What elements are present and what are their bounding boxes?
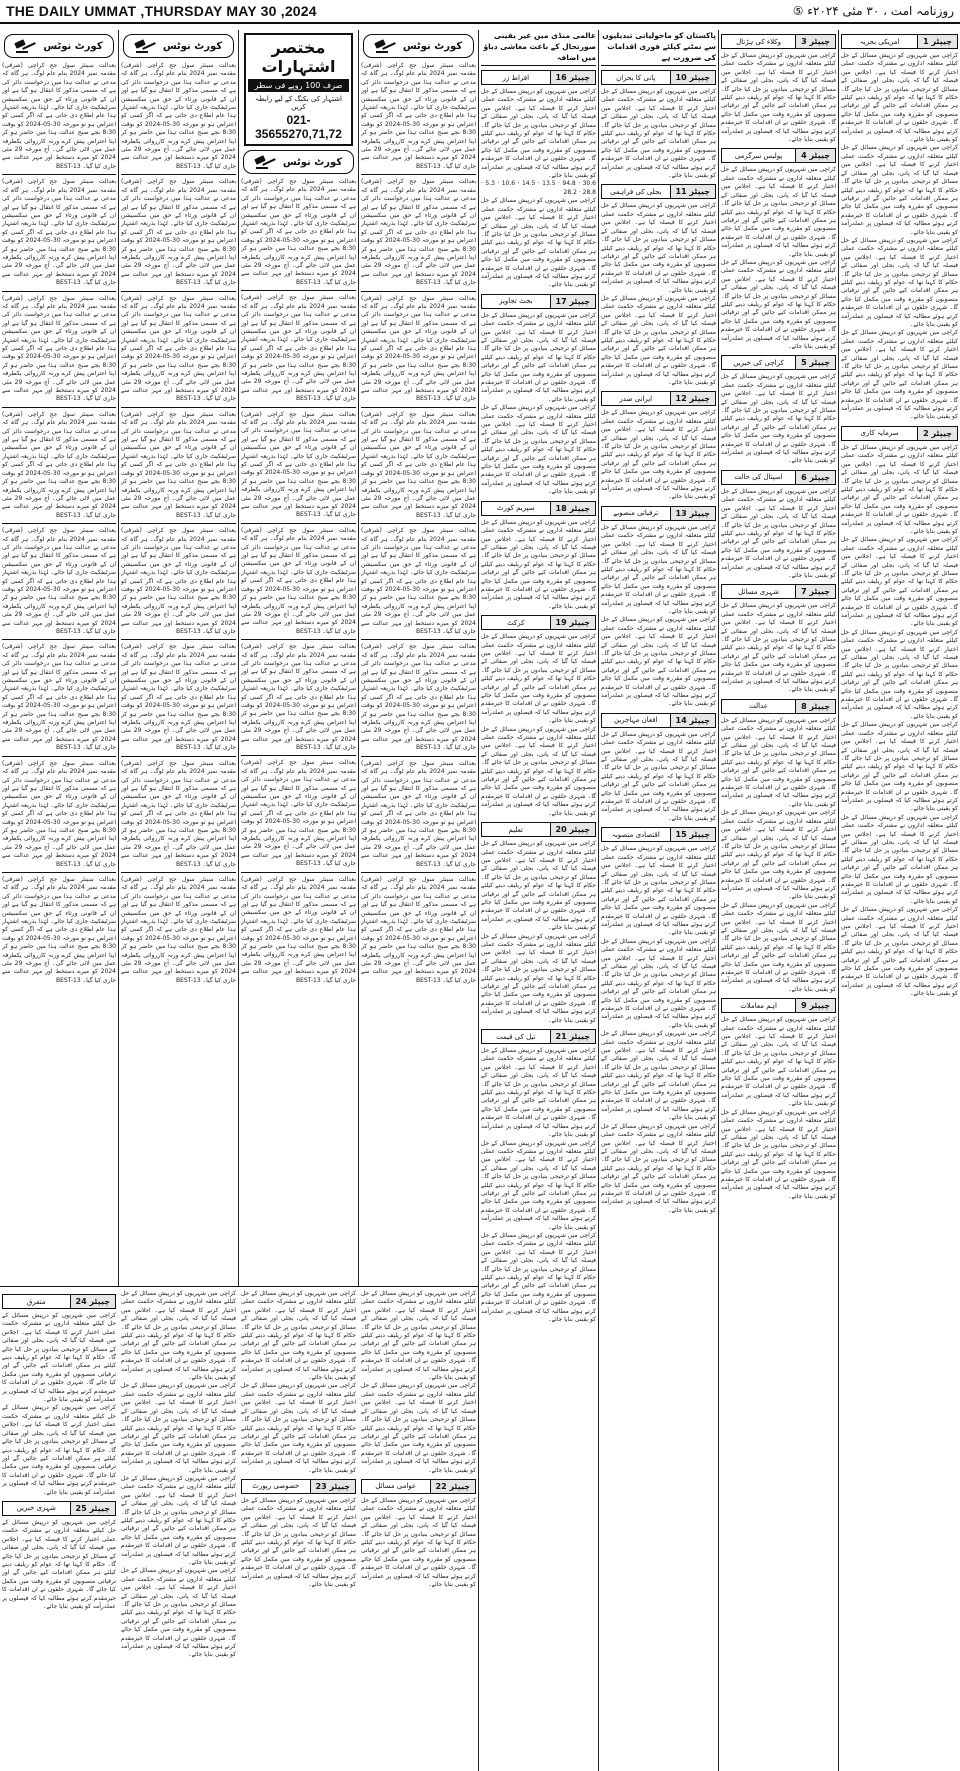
bottom-section-4: کراچی میں شہریوں کو درپیش مسائل کے حل کیلئے متعلقہ اداروں نے مشترکہ حکمت عملی اختیار کرنے کا فیصلہ کیا ہے۔ اجلاس میں فیصلہ کیا گیا کہ پانی، بجلی اور صفائی کے مسائل کو ترجیحی بنیادوں پر حل کیا جائے گا۔ حکام کا کہنا تھا کہ عوام کو ریلیف دینے کیلئے ہر ممکن اقدامات کیے جائیں گے اور ترقیاتی منصوبوں کو مقررہ وقت میں مکمل کیا جائے گا۔ شہری حلقوں نے ان اقدامات کا خیرمقدم کرتے ہوئے مطالبہ کیا کہ فیصلوں پر عملدرآمد کو یقینی بنایا جائے۔ کراچی میں شہریوں کو درپیش مسائل کے حل کیلئے متعلقہ اداروں نے مشترکہ حکمت عملی اختیار کرنے کا فیصلہ کیا ہے۔ اجلاس میں فیصلہ کیا گیا کہ پانی، بجلی اور صفائی کے مسائل کو ترجیحی بنیادوں پر حل کیا جائے گا۔ حکام کا کہنا تھا کہ عوام کو ریلیف دینے کیلئے ہر ممکن اقدامات کیے جائیں گے اور ترقیاتی منصوبوں کو مقررہ وقت میں مکمل کیا جائے گا۔ شہری حلقوں نے ان اقدامات کا خیرمقدم کرتے ہوئے مطالبہ کیا کہ فیصلوں پر عملدرآمد کو یقینی بنایا جائے۔ چیپٹر 22 عوامی مسائل کراچی میں شہریوں کو درپیش مسائل کے حل کیلئے متعلقہ اداروں نے مشترکہ حکمت عملی اختیار کرنے کا فیصلہ کیا ہے۔ اجلاس میں فیصلہ کیا گیا کہ پانی، بجلی اور صفائی کے مسائل کو ترجیحی بنیادوں پر حل کیا جائے گا۔ حکام کا کہنا تھا کہ عوام کو ریلیف دینے کیلئے ہر ممکن اقدامات کیے جائیں گے اور ترقیاتی منصوبوں کو مقررہ وقت میں مکمل کیا جائے گا۔ شہری حلقوں نے ان اقدامات کا خیرمقدم کرتے ہوئے مطالبہ کیا کہ فیصلوں پر عملدرآمد کو یقینی بنایا جائے۔ — [361, 1290, 476, 1588]
section-header: چیپٹر 9 اہم معاملات — [721, 998, 836, 1013]
ad-contact: اشتہار کی بکنگ کے لیے رابطہ کریں — [255, 95, 342, 111]
court-notice-text: بعدالت سینئر سول جج کراچی (شرقی) مقدمہ نمبر 2024 بنام عام لوگ۔ ہر گاہ کہ مدعی نے عدالت ہذا میں درخواست دائر کی ہے کہ مسمی مذکور کا انتقال ہو گیا ہے اور ان کے قانونی ورثاء کے حق میں سکسیشن سرٹیفکیٹ جاری کیا جائے۔ لہٰذا بذریعہ اشتہار ہذا عام اطلاع دی جاتی ہے کہ اگر کسی کو اعتراض ہو تو مورخہ 30-05-2024 کو بوقت 8:30 بجے صبح عدالت ہذا میں حاضر ہو کر اپنا اعتراض پیش کرے ورنہ کارروائی یکطرفہ عمل میں لائی جائے گی۔ آج مورخہ 29 مئی 2024 کو میرے دستخط اور مہر عدالت سے جاری کیا گیا۔ BEST-13 — [121, 178, 236, 287]
classified-ad-box — [244, 33, 353, 146]
section-header: چیپٹر 18 سپریم کورٹ — [481, 501, 596, 516]
section-header: چیپٹر 16 افراط زر — [481, 70, 596, 85]
court-notice-text: بعدالت سینئر سول جج کراچی (شرقی) مقدمہ نمبر 2024 بنام عام لوگ۔ ہر گاہ کہ مدعی نے عدالت ہذا میں درخواست دائر کی ہے کہ مسمی مذکور کا انتقال ہو گیا ہے اور ان کے قانونی ورثاء کے حق میں سکسیشن سرٹیفکیٹ جاری کیا جائے۔ لہٰذا بذریعہ اشتہار ہذا عام اطلاع دی جاتی ہے کہ اگر کسی کو اعتراض ہو تو مورخہ 30-05-2024 کو بوقت 8:30 بجے صبح عدالت ہذا میں حاضر ہو کر اپنا اعتراض پیش کرے ورنہ کارروائی یکطرفہ عمل میں لائی جائے گی۔ آج مورخہ 29 مئی 2024 کو میرے دستخط اور مہر عدالت سے جاری کیا گیا۔ BEST-13 — [2, 527, 116, 635]
section-rule — [0, 1286, 478, 1287]
section-header: چیپٹر 10 پانی کا بحران — [601, 70, 716, 85]
section-header: چیپٹر 22 عوامی مسائل — [361, 1479, 476, 1494]
ad-title: مختصر اشتہارات — [261, 38, 336, 76]
section-header: چیپٹر 17 بجٹ تجاویز — [481, 294, 596, 309]
court-notice-text: بعدالت سینئر سول جج کراچی (شرقی) مقدمہ نمبر 2024 بنام عام لوگ۔ ہر گاہ کہ مدعی نے عدالت ہذا میں درخواست دائر کی ہے کہ مسمی مذکور کا انتقال ہو گیا ہے اور ان کے قانونی ورثاء کے حق میں سکسیشن سرٹیفکیٹ جاری کیا جائے۔ لہٰذا بذریعہ اشتہار ہذا عام اطلاع دی جاتی ہے کہ اگر کسی کو اعتراض ہو تو مورخہ 30-05-2024 کو بوقت 8:30 بجے صبح عدالت ہذا میں حاضر ہو کر اپنا اعتراض پیش کرے ورنہ کارروائی یکطرفہ عمل میں لائی جائے گی۔ آج مورخہ 29 مئی 2024 کو میرے دستخط اور مہر عدالت سے جاری کیا گیا۔ BEST-13 — [121, 62, 236, 170]
section-header: چیپٹر 12 ایرانی صدر — [601, 391, 716, 406]
court-notice-text: بعدالت سینئر سول جج کراچی (شرقی) مقدمہ نمبر 2024 بنام عام لوگ۔ ہر گاہ کہ مدعی نے عدالت ہذا میں درخواست دائر کی ہے کہ مسمی مذکور کا انتقال ہو گیا ہے اور ان کے قانونی ورثاء کے حق میں سکسیشن سرٹیفکیٹ جاری کیا جائے۔ لہٰذا بذریعہ اشتہار ہذا عام اطلاع دی جاتی ہے کہ اگر کسی کو اعتراض ہو تو مورخہ 30-05-2024 کو بوقت 8:30 بجے صبح عدالت ہذا میں حاضر ہو کر اپنا اعتراض پیش کرے ورنہ کارروائی یکطرفہ عمل میں لائی جائے گی۔ آج مورخہ 29 مئی 2024 کو میرے دستخط اور مہر عدالت سے جاری کیا گیا۔ BEST-13 — [2, 643, 116, 752]
court-notice-banner: کورٹ نوٹس — [123, 34, 234, 58]
court-notice-text: بعدالت سینئر سول جج کراچی (شرقی) مقدمہ نمبر 2024 بنام عام لوگ۔ ہر گاہ کہ مدعی نے عدالت ہذا میں درخواست دائر کی ہے کہ مسمی مذکور کا انتقال ہو گیا ہے اور ان کے قانونی ورثاء کے حق میں سکسیشن سرٹیفکیٹ جاری کیا جائے۔ لہٰذا بذریعہ اشتہار ہذا عام اطلاع دی جاتی ہے کہ اگر کسی کو اعتراض ہو تو مورخہ 30-05-2024 کو بوقت 8:30 بجے صبح عدالت ہذا میں حاضر ہو کر اپنا اعتراض پیش کرے ورنہ کارروائی یکطرفہ عمل میں لائی جائے گی۔ آج مورخہ 29 مئی 2024 کو میرے دستخط اور مہر عدالت سے جاری کیا گیا۔ BEST-13 — [121, 643, 236, 752]
news-column-6: پاکستان کو ماحولیاتی تبدیلیوں سے نمٹنے کیلئے فوری اقدامات کی ضرورت ہے چیپٹر 10 پانی کا بحران کراچی میں شہریوں کو درپیش مسائل کے حل کیلئے متعلقہ اداروں نے مشترکہ حکمت عملی اختیار کرنے کا فیصلہ کیا ہے۔ اجلاس میں فیصلہ کیا گیا کہ پانی، بجلی اور صفائی کے مسائل کو ترجیحی بنیادوں پر حل کیا جائے گا۔ حکام کا کہنا تھا کہ عوام کو ریلیف دینے کیلئے ہر ممکن اقدامات کیے جائیں گے اور ترقیاتی منصوبوں کو مقررہ وقت میں مکمل کیا جائے گا۔ شہری حلقوں نے ان اقدامات کا خیرمقدم کرتے ہوئے مطالبہ کیا کہ فیصلوں پر عملدرآمد کو یقینی بنایا جائے۔ چیپٹر 11 بجلی کی فراہمی کراچی میں شہریوں کو درپیش مسائل کے حل کیلئے متعلقہ اداروں نے مشترکہ حکمت عملی اختیار کرنے کا فیصلہ کیا ہے۔ اجلاس میں فیصلہ کیا گیا کہ پانی، بجلی اور صفائی کے مسائل کو ترجیحی بنیادوں پر حل کیا جائے گا۔ حکام کا کہنا تھا کہ عوام کو ریلیف دینے کیلئے ہر ممکن اقدامات کیے جائیں گے اور ترقیاتی منصوبوں کو مقررہ وقت میں مکمل کیا جائے گا۔ شہری حلقوں نے ان اقدامات کا خیرمقدم کرتے ہوئے مطالبہ کیا کہ فیصلوں پر عملدرآمد کو یقینی بنایا جائے۔ کراچی میں شہریوں کو درپیش مسائل کے حل کیلئے متعلقہ اداروں نے مشترکہ حکمت عملی اختیار کرنے کا فیصلہ کیا ہے۔ اجلاس میں فیصلہ کیا گیا کہ پانی، بجلی اور صفائی کے مسائل کو ترجیحی بنیادوں پر حل کیا جائے گا۔ حکام کا کہنا تھا کہ عوام کو ریلیف دینے کیلئے ہر ممکن اقدامات کیے جائیں گے اور ترقیاتی منصوبوں کو مقررہ وقت میں مکمل کیا جائے گا۔ شہری حلقوں نے ان اقدامات کا خیرمقدم کرتے ہوئے مطالبہ کیا کہ فیصلوں پر عملدرآمد کو یقینی بنایا جائے۔ چیپٹر 12 ایرانی صدر کراچی میں شہریوں کو درپیش مسائل کے حل کیلئے متعلقہ اداروں نے مشترکہ حکمت عملی اختیار کرنے کا فیصلہ کیا ہے۔ اجلاس میں فیصلہ کیا گیا کہ پانی، بجلی اور صفائی کے مسائل کو ترجیحی بنیادوں پر حل کیا جائے گا۔ حکام کا کہنا تھا کہ عوام کو ریلیف دینے کیلئے ہر ممکن اقدامات کیے جائیں گے اور ترقیاتی منصوبوں کو مقررہ وقت میں مکمل کیا جائے گا۔ شہری حلقوں نے ان اقدامات کا خیرمقدم کرتے ہوئے مطالبہ کیا کہ فیصلوں پر عملدرآمد کو یقینی بنایا جائے۔ چیپٹر 13 ترقیاتی منصوبے کراچی میں شہریوں کو درپیش مسائل کے حل کیلئے متعلقہ اداروں نے مشترکہ حکمت عملی اختیار کرنے کا فیصلہ کیا ہے۔ اجلاس میں فیصلہ کیا گیا کہ پانی، بجلی اور صفائی کے مسائل کو ترجیحی بنیادوں پر حل کیا جائے گا۔ حکام کا کہنا تھا کہ عوام کو ریلیف دینے کیلئے ہر ممکن اقدامات کیے جائیں گے اور ترقیاتی منصوبوں کو مقررہ وقت میں مکمل کیا جائے گا۔ شہری حلقوں نے ان اقدامات کا خیرمقدم کرتے ہوئے مطالبہ کیا کہ فیصلوں پر عملدرآمد کو یقینی بنایا جائے۔ کراچی میں شہریوں کو درپیش مسائل کے حل کیلئے متعلقہ اداروں نے مشترکہ حکمت عملی اختیار کرنے کا فیصلہ کیا ہے۔ اجلاس میں فیصلہ کیا گیا کہ پانی، بجلی اور صفائی کے مسائل کو ترجیحی بنیادوں پر حل کیا جائے گا۔ حکام کا کہنا تھا کہ عوام کو ریلیف دینے کیلئے ہر ممکن اقدامات کیے جائیں گے اور ترقیاتی منصوبوں کو مقررہ وقت میں مکمل کیا جائے گا۔ شہری حلقوں نے ان اقدامات کا خیرمقدم کرتے ہوئے مطالبہ کیا کہ فیصلوں پر عملدرآمد کو یقینی بنایا جائے۔ چیپٹر 14 افغان مہاجرین کراچی میں شہریوں کو درپیش مسائل کے حل کیلئے متعلقہ اداروں نے مشترکہ حکمت عملی اختیار کرنے کا فیصلہ کیا ہے۔ اجلاس میں فیصلہ کیا گیا کہ پانی، بجلی اور صفائی کے مسائل کو ترجیحی بنیادوں پر حل کیا جائے گا۔ حکام کا کہنا تھا کہ عوام کو ریلیف دینے کیلئے ہر ممکن اقدامات کیے جائیں گے اور ترقیاتی منصوبوں کو مقررہ وقت میں مکمل کیا جائے گا۔ شہری حلقوں نے ان اقدامات کا خیرمقدم کرتے ہوئے مطالبہ کیا کہ فیصلوں پر عملدرآمد کو یقینی بنایا جائے۔ چیپٹر 15 اقتصادی منصوبہ کراچی میں شہریوں کو درپیش مسائل کے حل کیلئے متعلقہ اداروں نے مشترکہ حکمت عملی اختیار کرنے کا فیصلہ کیا ہے۔ اجلاس میں فیصلہ کیا گیا کہ پانی، بجلی اور صفائی کے مسائل کو ترجیحی بنیادوں پر حل کیا جائے گا۔ حکام کا کہنا تھا کہ عوام کو ریلیف دینے کیلئے ہر ممکن اقدامات کیے جائیں گے اور ترقیاتی منصوبوں کو مقررہ وقت میں مکمل کیا جائے گا۔ شہری حلقوں نے ان اقدامات کا خیرمقدم کرتے ہوئے مطالبہ کیا کہ فیصلوں پر عملدرآمد کو یقینی بنایا جائے۔ کراچی میں شہریوں کو درپیش مسائل کے حل کیلئے متعلقہ اداروں نے مشترکہ حکمت عملی اختیار کرنے کا فیصلہ کیا ہے۔ اجلاس میں فیصلہ کیا گیا کہ پانی، بجلی اور صفائی کے مسائل کو ترجیحی بنیادوں پر حل کیا جائے گا۔ حکام کا کہنا تھا کہ عوام کو ریلیف دینے کیلئے ہر ممکن اقدامات کیے جائیں گے اور ترقیاتی منصوبوں کو مقررہ وقت میں مکمل کیا جائے گا۔ شہری حلقوں نے ان اقدامات کا خیرمقدم کرتے ہوئے مطالبہ کیا کہ فیصلوں پر عملدرآمد کو یقینی بنایا جائے۔ کراچی میں شہریوں کو درپیش مسائل کے حل کیلئے متعلقہ اداروں نے مشترکہ حکمت عملی اختیار کرنے کا فیصلہ کیا ہے۔ اجلاس میں فیصلہ کیا گیا کہ پانی، بجلی اور صفائی کے مسائل کو ترجیحی بنیادوں پر حل کیا جائے گا۔ حکام کا کہنا تھا کہ عوام کو ریلیف دینے کیلئے ہر ممکن اقدامات کیے جائیں گے اور ترقیاتی منصوبوں کو مقررہ وقت میں مکمل کیا جائے گا۔ شہری حلقوں نے ان اقدامات کا خیرمقدم کرتے ہوئے مطالبہ کیا کہ فیصلوں پر عملدرآمد کو یقینی بنایا جائے۔ کراچی میں شہریوں کو درپیش مسائل کے حل کیلئے متعلقہ اداروں نے مشترکہ حکمت عملی اختیار کرنے کا فیصلہ کیا ہے۔ اجلاس میں فیصلہ کیا گیا کہ پانی، بجلی اور صفائی کے مسائل کو ترجیحی بنیادوں پر حل کیا جائے گا۔ حکام کا کہنا تھا کہ عوام کو ریلیف دینے کیلئے ہر ممکن اقدامات کیے جائیں گے اور ترقیاتی منصوبوں کو مقررہ وقت میں مکمل کیا جائے گا۔ شہری حلقوں نے ان اقدامات کا خیرمقدم کرتے ہوئے مطالبہ کیا کہ فیصلوں پر عملدرآمد کو یقینی بنایا جائے۔ — [601, 31, 716, 1214]
court-notice-text: بعدالت سینئر سول جج کراچی (شرقی) مقدمہ نمبر 2024 بنام عام لوگ۔ ہر گاہ کہ مدعی نے عدالت ہذا میں درخواست دائر کی ہے کہ مسمی مذکور کا انتقال ہو گیا ہے اور ان کے قانونی ورثاء کے حق میں سکسیشن سرٹیفکیٹ جاری کیا جائے۔ لہٰذا بذریعہ اشتہار ہذا عام اطلاع دی جاتی ہے کہ اگر کسی کو اعتراض ہو تو مورخہ 30-05-2024 کو بوقت 8:30 بجے صبح عدالت ہذا میں حاضر ہو کر اپنا اعتراض پیش کرے ورنہ کارروائی یکطرفہ عمل میں لائی جائے گی۔ آج مورخہ 29 مئی 2024 کو میرے دستخط اور مہر عدالت سے جاری کیا گیا۔ BEST-13 — [121, 527, 236, 635]
court-notice-text: بعدالت سینئر سول جج کراچی (شرقی) مقدمہ نمبر 2024 بنام عام لوگ۔ ہر گاہ کہ مدعی نے عدالت ہذا میں درخواست دائر کی ہے کہ مسمی مذکور کا انتقال ہو گیا ہے اور ان کے قانونی ورثاء کے حق میں سکسیشن سرٹیفکیٹ جاری کیا جائے۔ لہٰذا بذریعہ اشتہار ہذا عام اطلاع دی جاتی ہے کہ اگر کسی کو اعتراض ہو تو مورخہ 30-05-2024 کو بوقت 8:30 بجے صبح عدالت ہذا میں حاضر ہو کر اپنا اعتراض پیش کرے ورنہ کارروائی یکطرفہ عمل میں لائی جائے گی۔ آج مورخہ 29 مئی 2024 کو میرے دستخط اور مہر عدالت سے جاری کیا گیا۔ BEST-13 — [241, 294, 356, 403]
section-header: چیپٹر 4 پولیس سرگرمی — [721, 148, 836, 163]
ad-phone: 021-35655270,71,72 — [255, 113, 342, 141]
court-notices-column-4 — [361, 30, 476, 1284]
classified-column — [241, 30, 356, 1284]
section-header: چیپٹر 19 کرکٹ — [481, 615, 596, 630]
court-notice-text: بعدالت سینئر سول جج کراچی (شرقی) مقدمہ نمبر 2024 بنام عام لوگ۔ ہر گاہ کہ مدعی نے عدالت ہذا میں درخواست دائر کی ہے کہ مسمی مذکور کا انتقال ہو گیا ہے اور ان کے قانونی ورثاء کے حق میں سکسیشن سرٹیفکیٹ جاری کیا جائے۔ لہٰذا بذریعہ اشتہار ہذا عام اطلاع دی جاتی ہے کہ اگر کسی کو اعتراض ہو تو مورخہ 30-05-2024 کو بوقت 8:30 بجے صبح عدالت ہذا میں حاضر ہو کر اپنا اعتراض پیش کرے ورنہ کارروائی یکطرفہ عمل میں لائی جائے گی۔ آج مورخہ 29 مئی 2024 کو میرے دستخط اور مہر عدالت سے جاری کیا گیا۔ BEST-13 — [361, 875, 476, 984]
court-notices-column-1 — [2, 30, 116, 1284]
bottom-section-1: چیپٹر 24 متفرق کراچی میں شہریوں کو درپیش مسائل کے حل کیلئے متعلقہ اداروں نے مشترکہ حکمت عملی اختیار کرنے کا فیصلہ کیا ہے۔ اجلاس میں فیصلہ کیا گیا کہ پانی، بجلی اور صفائی کے مسائل کو ترجیحی بنیادوں پر حل کیا جائے گا۔ حکام کا کہنا تھا کہ عوام کو ریلیف دینے کیلئے ہر ممکن اقدامات کیے جائیں گے اور ترقیاتی منصوبوں کو مقررہ وقت میں مکمل کیا جائے گا۔ شہری حلقوں نے ان اقدامات کا خیرمقدم کرتے ہوئے مطالبہ کیا کہ فیصلوں پر عملدرآمد کو یقینی بنایا جائے۔ کراچی میں شہریوں کو درپیش مسائل کے حل کیلئے متعلقہ اداروں نے مشترکہ حکمت عملی اختیار کرنے کا فیصلہ کیا ہے۔ اجلاس میں فیصلہ کیا گیا کہ پانی، بجلی اور صفائی کے مسائل کو ترجیحی بنیادوں پر حل کیا جائے گا۔ حکام کا کہنا تھا کہ عوام کو ریلیف دینے کیلئے ہر ممکن اقدامات کیے جائیں گے اور ترقیاتی منصوبوں کو مقررہ وقت میں مکمل کیا جائے گا۔ شہری حلقوں نے ان اقدامات کا خیرمقدم کرتے ہوئے مطالبہ کیا کہ فیصلوں پر عملدرآمد کو یقینی بنایا جائے۔ چیپٹر 25 شہری خبریں کراچی میں شہریوں کو درپیش مسائل کے حل کیلئے متعلقہ اداروں نے مشترکہ حکمت عملی اختیار کرنے کا فیصلہ کیا ہے۔ اجلاس میں فیصلہ کیا گیا کہ پانی، بجلی اور صفائی کے مسائل کو ترجیحی بنیادوں پر حل کیا جائے گا۔ حکام کا کہنا تھا کہ عوام کو ریلیف دینے کیلئے ہر ممکن اقدامات کیے جائیں گے اور ترقیاتی منصوبوں کو مقررہ وقت میں مکمل کیا جائے گا۔ شہری حلقوں نے ان اقدامات کا خیرمقدم کرتے ہوئے مطالبہ کیا کہ فیصلوں پر عملدرآمد کو یقینی بنایا جائے۔ — [2, 1290, 116, 1768]
news-column-8: چیپٹر 1 امریکی بحریہ کراچی میں شہریوں کو درپیش مسائل کے حل کیلئے متعلقہ اداروں نے مشترکہ حکمت عملی اختیار کرنے کا فیصلہ کیا ہے۔ اجلاس میں فیصلہ کیا گیا کہ پانی، بجلی اور صفائی کے مسائل کو ترجیحی بنیادوں پر حل کیا جائے گا۔ حکام کا کہنا تھا کہ عوام کو ریلیف دینے کیلئے ہر ممکن اقدامات کیے جائیں گے اور ترقیاتی منصوبوں کو مقررہ وقت میں مکمل کیا جائے گا۔ شہری حلقوں نے ان اقدامات کا خیرمقدم کرتے ہوئے مطالبہ کیا کہ فیصلوں پر عملدرآمد کو یقینی بنایا جائے۔ کراچی میں شہریوں کو درپیش مسائل کے حل کیلئے متعلقہ اداروں نے مشترکہ حکمت عملی اختیار کرنے کا فیصلہ کیا ہے۔ اجلاس میں فیصلہ کیا گیا کہ پانی، بجلی اور صفائی کے مسائل کو ترجیحی بنیادوں پر حل کیا جائے گا۔ حکام کا کہنا تھا کہ عوام کو ریلیف دینے کیلئے ہر ممکن اقدامات کیے جائیں گے اور ترقیاتی منصوبوں کو مقررہ وقت میں مکمل کیا جائے گا۔ شہری حلقوں نے ان اقدامات کا خیرمقدم کرتے ہوئے مطالبہ کیا کہ فیصلوں پر عملدرآمد کو یقینی بنایا جائے۔ کراچی میں شہریوں کو درپیش مسائل کے حل کیلئے متعلقہ اداروں نے مشترکہ حکمت عملی اختیار کرنے کا فیصلہ کیا ہے۔ اجلاس میں فیصلہ کیا گیا کہ پانی، بجلی اور صفائی کے مسائل کو ترجیحی بنیادوں پر حل کیا جائے گا۔ حکام کا کہنا تھا کہ عوام کو ریلیف دینے کیلئے ہر ممکن اقدامات کیے جائیں گے اور ترقیاتی منصوبوں کو مقررہ وقت میں مکمل کیا جائے گا۔ شہری حلقوں نے ان اقدامات کا خیرمقدم کرتے ہوئے مطالبہ کیا کہ فیصلوں پر عملدرآمد کو یقینی بنایا جائے۔ کراچی میں شہریوں کو درپیش مسائل کے حل کیلئے متعلقہ اداروں نے مشترکہ حکمت عملی اختیار کرنے کا فیصلہ کیا ہے۔ اجلاس میں فیصلہ کیا گیا کہ پانی، بجلی اور صفائی کے مسائل کو ترجیحی بنیادوں پر حل کیا جائے گا۔ حکام کا کہنا تھا کہ عوام کو ریلیف دینے کیلئے ہر ممکن اقدامات کیے جائیں گے اور ترقیاتی منصوبوں کو مقررہ وقت میں مکمل کیا جائے گا۔ شہری حلقوں نے ان اقدامات کا خیرمقدم کرتے ہوئے مطالبہ کیا کہ فیصلوں پر عملدرآمد کو یقینی بنایا جائے۔ چیپٹر 2 سرمایہ کاری کراچی میں شہریوں کو درپیش مسائل کے حل کیلئے متعلقہ اداروں نے مشترکہ حکمت عملی اختیار کرنے کا فیصلہ کیا ہے۔ اجلاس میں فیصلہ کیا گیا کہ پانی، بجلی اور صفائی کے مسائل کو ترجیحی بنیادوں پر حل کیا جائے گا۔ حکام کا کہنا تھا کہ عوام کو ریلیف دینے کیلئے ہر ممکن اقدامات کیے جائیں گے اور ترقیاتی منصوبوں کو مقررہ وقت میں مکمل کیا جائے گا۔ شہری حلقوں نے ان اقدامات کا خیرمقدم کرتے ہوئے مطالبہ کیا کہ فیصلوں پر عملدرآمد کو یقینی بنایا جائے۔ کراچی میں شہریوں کو درپیش مسائل کے حل کیلئے متعلقہ اداروں نے مشترکہ حکمت عملی اختیار کرنے کا فیصلہ کیا ہے۔ اجلاس میں فیصلہ کیا گیا کہ پانی، بجلی اور صفائی کے مسائل کو ترجیحی بنیادوں پر حل کیا جائے گا۔ حکام کا کہنا تھا کہ عوام کو ریلیف دینے کیلئے ہر ممکن اقدامات کیے جائیں گے اور ترقیاتی منصوبوں کو مقررہ وقت میں مکمل کیا جائے گا۔ شہری حلقوں نے ان اقدامات کا خیرمقدم کرتے ہوئے مطالبہ کیا کہ فیصلوں پر عملدرآمد کو یقینی بنایا جائے۔ کراچی میں شہریوں کو درپیش مسائل کے حل کیلئے متعلقہ اداروں نے مشترکہ حکمت عملی اختیار کرنے کا فیصلہ کیا ہے۔ اجلاس میں فیصلہ کیا گیا کہ پانی، بجلی اور صفائی کے مسائل کو ترجیحی بنیادوں پر حل کیا جائے گا۔ حکام کا کہنا تھا کہ عوام کو ریلیف دینے کیلئے ہر ممکن اقدامات کیے جائیں گے اور ترقیاتی منصوبوں کو مقررہ وقت میں مکمل کیا جائے گا۔ شہری حلقوں نے ان اقدامات کا خیرمقدم کرتے ہوئے مطالبہ کیا کہ فیصلوں پر عملدرآمد کو یقینی بنایا جائے۔ کراچی میں شہریوں کو درپیش مسائل کے حل کیلئے متعلقہ اداروں نے مشترکہ حکمت عملی اختیار کرنے کا فیصلہ کیا ہے۔ اجلاس میں فیصلہ کیا گیا کہ پانی، بجلی اور صفائی کے مسائل کو ترجیحی بنیادوں پر حل کیا جائے گا۔ حکام کا کہنا تھا کہ عوام کو ریلیف دینے کیلئے ہر ممکن اقدامات کیے جائیں گے اور ترقیاتی منصوبوں کو مقررہ وقت میں مکمل کیا جائے گا۔ شہری حلقوں نے ان اقدامات کا خیرمقدم کرتے ہوئے مطالبہ کیا کہ فیصلوں پر عملدرآمد کو یقینی بنایا جائے۔ کراچی میں شہریوں کو درپیش مسائل کے حل کیلئے متعلقہ اداروں نے مشترکہ حکمت عملی اختیار کرنے کا فیصلہ کیا ہے۔ اجلاس میں فیصلہ کیا گیا کہ پانی، بجلی اور صفائی کے مسائل کو ترجیحی بنیادوں پر حل کیا جائے گا۔ حکام کا کہنا تھا کہ عوام کو ریلیف دینے کیلئے ہر ممکن اقدامات کیے جائیں گے اور ترقیاتی منصوبوں کو مقررہ وقت میں مکمل کیا جائے گا۔ شہری حلقوں نے ان اقدامات کا خیرمقدم کرتے ہوئے مطالبہ کیا کہ فیصلوں پر عملدرآمد کو یقینی بنایا جائے۔ کراچی میں شہریوں کو درپیش مسائل کے حل کیلئے متعلقہ اداروں نے مشترکہ حکمت عملی اختیار کرنے کا فیصلہ کیا ہے۔ اجلاس میں فیصلہ کیا گیا کہ پانی، بجلی اور صفائی کے مسائل کو ترجیحی بنیادوں پر حل کیا جائے گا۔ حکام کا کہنا تھا کہ عوام کو ریلیف دینے کیلئے ہر ممکن اقدامات کیے جائیں گے اور ترقیاتی منصوبوں کو مقررہ وقت میں مکمل کیا جائے گا۔ شہری حلقوں نے ان اقدامات کا خیرمقدم کرتے ہوئے مطالبہ کیا کہ فیصلوں پر عملدرآمد کو یقینی بنایا جائے۔ — [841, 30, 958, 1768]
court-notice-text: بعدالت سینئر سول جج کراچی (شرقی) مقدمہ نمبر 2024 بنام عام لوگ۔ ہر گاہ کہ مدعی نے عدالت ہذا میں درخواست دائر کی ہے کہ مسمی مذکور کا انتقال ہو گیا ہے اور ان کے قانونی ورثاء کے حق میں سکسیشن سرٹیفکیٹ جاری کیا جائے۔ لہٰذا بذریعہ اشتہار ہذا عام اطلاع دی جاتی ہے کہ اگر کسی کو اعتراض ہو تو مورخہ 30-05-2024 کو بوقت 8:30 بجے صبح عدالت ہذا میں حاضر ہو کر اپنا اعتراض پیش کرے ورنہ کارروائی یکطرفہ عمل میں لائی جائے گی۔ آج مورخہ 29 مئی 2024 کو میرے دستخط اور مہر عدالت سے جاری کیا گیا۔ BEST-13 — [241, 759, 356, 868]
masthead — [0, 0, 960, 22]
section-header: چیپٹر 20 تعلیم — [481, 822, 596, 837]
column-divider — [838, 30, 839, 1771]
section-header: چیپٹر 2 سرمایہ کاری — [841, 426, 958, 441]
gavel-icon — [135, 39, 157, 53]
court-notices-column-2 — [121, 30, 236, 1284]
court-notice-text: بعدالت سینئر سول جج کراچی (شرقی) مقدمہ نمبر 2024 بنام عام لوگ۔ ہر گاہ کہ مدعی نے عدالت ہذا میں درخواست دائر کی ہے کہ مسمی مذکور کا انتقال ہو گیا ہے اور ان کے قانونی ورثاء کے حق میں سکسیشن سرٹیفکیٹ جاری کیا جائے۔ لہٰذا بذریعہ اشتہار ہذا عام اطلاع دی جاتی ہے کہ اگر کسی کو اعتراض ہو تو مورخہ 30-05-2024 کو بوقت 8:30 بجے صبح عدالت ہذا میں حاضر ہو کر اپنا اعتراض پیش کرے ورنہ کارروائی یکطرفہ عمل میں لائی جائے گی۔ آج مورخہ 29 مئی 2024 کو میرے دستخط اور مہر عدالت سے جاری کیا گیا۔ BEST-13 — [361, 178, 476, 287]
court-notice-text: بعدالت سینئر سول جج کراچی (شرقی) مقدمہ نمبر 2024 بنام عام لوگ۔ ہر گاہ کہ مدعی نے عدالت ہذا میں درخواست دائر کی ہے کہ مسمی مذکور کا انتقال ہو گیا ہے اور ان کے قانونی ورثاء کے حق میں سکسیشن سرٹیفکیٹ جاری کیا جائے۔ لہٰذا بذریعہ اشتہار ہذا عام اطلاع دی جاتی ہے کہ اگر کسی کو اعتراض ہو تو مورخہ 30-05-2024 کو بوقت 8:30 بجے صبح عدالت ہذا میں حاضر ہو کر اپنا اعتراض پیش کرے ورنہ کارروائی یکطرفہ عمل میں لائی جائے گی۔ آج مورخہ 29 مئی 2024 کو میرے دستخط اور مہر عدالت سے جاری کیا گیا۔ BEST-13 — [361, 410, 476, 519]
court-notice-text: بعدالت سینئر سول جج کراچی (شرقی) مقدمہ نمبر 2024 بنام عام لوگ۔ ہر گاہ کہ مدعی نے عدالت ہذا میں درخواست دائر کی ہے کہ مسمی مذکور کا انتقال ہو گیا ہے اور ان کے قانونی ورثاء کے حق میں سکسیشن سرٹیفکیٹ جاری کیا جائے۔ لہٰذا بذریعہ اشتہار ہذا عام اطلاع دی جاتی ہے کہ اگر کسی کو اعتراض ہو تو مورخہ 30-05-2024 کو بوقت 8:30 بجے صبح عدالت ہذا میں حاضر ہو کر اپنا اعتراض پیش کرے ورنہ کارروائی یکطرفہ عمل میں لائی جائے گی۔ آج مورخہ 29 مئی 2024 کو میرے دستخط اور مہر عدالت سے جاری کیا گیا۔ BEST-13 — [2, 294, 116, 403]
court-notice-banner: کورٹ نوٹس — [4, 34, 114, 58]
court-notice-text: بعدالت سینئر سول جج کراچی (شرقی) مقدمہ نمبر 2024 بنام عام لوگ۔ ہر گاہ کہ مدعی نے عدالت ہذا میں درخواست دائر کی ہے کہ مسمی مذکور کا انتقال ہو گیا ہے اور ان کے قانونی ورثاء کے حق میں سکسیشن سرٹیفکیٹ جاری کیا جائے۔ لہٰذا بذریعہ اشتہار ہذا عام اطلاع دی جاتی ہے کہ اگر کسی کو اعتراض ہو تو مورخہ 30-05-2024 کو بوقت 8:30 بجے صبح عدالت ہذا میں حاضر ہو کر اپنا اعتراض پیش کرے ورنہ کارروائی یکطرفہ عمل میں لائی جائے گی۔ آج مورخہ 29 مئی 2024 کو میرے دستخط اور مہر عدالت سے جاری کیا گیا۔ BEST-13 — [361, 527, 476, 635]
bottom-section-3: کراچی میں شہریوں کو درپیش مسائل کے حل کیلئے متعلقہ اداروں نے مشترکہ حکمت عملی اختیار کرنے کا فیصلہ کیا ہے۔ اجلاس میں فیصلہ کیا گیا کہ پانی، بجلی اور صفائی کے مسائل کو ترجیحی بنیادوں پر حل کیا جائے گا۔ حکام کا کہنا تھا کہ عوام کو ریلیف دینے کیلئے ہر ممکن اقدامات کیے جائیں گے اور ترقیاتی منصوبوں کو مقررہ وقت میں مکمل کیا جائے گا۔ شہری حلقوں نے ان اقدامات کا خیرمقدم کرتے ہوئے مطالبہ کیا کہ فیصلوں پر عملدرآمد کو یقینی بنایا جائے۔ کراچی میں شہریوں کو درپیش مسائل کے حل کیلئے متعلقہ اداروں نے مشترکہ حکمت عملی اختیار کرنے کا فیصلہ کیا ہے۔ اجلاس میں فیصلہ کیا گیا کہ پانی، بجلی اور صفائی کے مسائل کو ترجیحی بنیادوں پر حل کیا جائے گا۔ حکام کا کہنا تھا کہ عوام کو ریلیف دینے کیلئے ہر ممکن اقدامات کیے جائیں گے اور ترقیاتی منصوبوں کو مقررہ وقت میں مکمل کیا جائے گا۔ شہری حلقوں نے ان اقدامات کا خیرمقدم کرتے ہوئے مطالبہ کیا کہ فیصلوں پر عملدرآمد کو یقینی بنایا جائے۔ چیپٹر 23 خصوصی رپورٹ کراچی میں شہریوں کو درپیش مسائل کے حل کیلئے متعلقہ اداروں نے مشترکہ حکمت عملی اختیار کرنے کا فیصلہ کیا ہے۔ اجلاس میں فیصلہ کیا گیا کہ پانی، بجلی اور صفائی کے مسائل کو ترجیحی بنیادوں پر حل کیا جائے گا۔ حکام کا کہنا تھا کہ عوام کو ریلیف دینے کیلئے ہر ممکن اقدامات کیے جائیں گے اور ترقیاتی منصوبوں کو مقررہ وقت میں مکمل کیا جائے گا۔ شہری حلقوں نے ان اقدامات کا خیرمقدم کرتے ہوئے مطالبہ کیا کہ فیصلوں پر عملدرآمد کو یقینی بنایا جائے۔ — [241, 1290, 356, 1588]
ad-rate: صرف 100 روپے فی سطر — [248, 79, 349, 92]
court-notice-text: بعدالت سینئر سول جج کراچی (شرقی) مقدمہ نمبر 2024 بنام عام لوگ۔ ہر گاہ کہ مدعی نے عدالت ہذا میں درخواست دائر کی ہے کہ مسمی مذکور کا انتقال ہو گیا ہے اور ان کے قانونی ورثاء کے حق میں سکسیشن سرٹیفکیٹ جاری کیا جائے۔ لہٰذا بذریعہ اشتہار ہذا عام اطلاع دی جاتی ہے کہ اگر کسی کو اعتراض ہو تو مورخہ 30-05-2024 کو بوقت 8:30 بجے صبح عدالت ہذا میں حاضر ہو کر اپنا اعتراض پیش کرے ورنہ کارروائی یکطرفہ عمل میں لائی جائے گی۔ آج مورخہ 29 مئی 2024 کو میرے دستخط اور مہر عدالت سے جاری کیا گیا۔ BEST-13 — [241, 643, 356, 751]
column-divider — [358, 30, 359, 1286]
court-notice-text: بعدالت سینئر سول جج کراچی (شرقی) مقدمہ نمبر 2024 بنام عام لوگ۔ ہر گاہ کہ مدعی نے عدالت ہذا میں درخواست دائر کی ہے کہ مسمی مذکور کا انتقال ہو گیا ہے اور ان کے قانونی ورثاء کے حق میں سکسیشن سرٹیفکیٹ جاری کیا جائے۔ لہٰذا بذریعہ اشتہار ہذا عام اطلاع دی جاتی ہے کہ اگر کسی کو اعتراض ہو تو مورخہ 30-05-2024 کو بوقت 8:30 بجے صبح عدالت ہذا میں حاضر ہو کر اپنا اعتراض پیش کرے ورنہ کارروائی یکطرفہ عمل میں لائی جائے گی۔ آج مورخہ 29 مئی 2024 کو میرے دستخط اور مہر عدالت سے جاری کیا گیا۔ BEST-13 — [2, 759, 116, 868]
court-notice-banner: کورٹ نوٹس — [243, 150, 354, 174]
section-header: چیپٹر 23 خصوصی رپورٹ — [241, 1479, 356, 1494]
court-notice-text: بعدالت سینئر سول جج کراچی (شرقی) مقدمہ نمبر 2024 بنام عام لوگ۔ ہر گاہ کہ مدعی نے عدالت ہذا میں درخواست دائر کی ہے کہ مسمی مذکور کا انتقال ہو گیا ہے اور ان کے قانونی ورثاء کے حق میں سکسیشن سرٹیفکیٹ جاری کیا جائے۔ لہٰذا بذریعہ اشتہار ہذا عام اطلاع دی جاتی ہے کہ اگر کسی کو اعتراض ہو تو مورخہ 30-05-2024 کو بوقت 8:30 بجے صبح عدالت ہذا میں حاضر ہو کر اپنا اعتراض پیش کرے ورنہ کارروائی یکطرفہ عمل میں لائی جائے گی۔ آج مورخہ 29 مئی 2024 کو میرے دستخط اور مہر عدالت سے جاری کیا گیا۔ BEST-13 — [241, 410, 356, 519]
column-divider — [118, 30, 119, 1286]
section-header: چیپٹر 21 تیل کی قیمت — [481, 1029, 596, 1044]
section-header: چیپٹر 8 عدالت — [721, 699, 836, 714]
section-header: چیپٹر 15 اقتصادی منصوبہ — [601, 827, 716, 842]
court-notice-text: بعدالت سینئر سول جج کراچی (شرقی) مقدمہ نمبر 2024 بنام عام لوگ۔ ہر گاہ کہ مدعی نے عدالت ہذا میں درخواست دائر کی ہے کہ مسمی مذکور کا انتقال ہو گیا ہے اور ان کے قانونی ورثاء کے حق میں سکسیشن سرٹیفکیٹ جاری کیا جائے۔ لہٰذا بذریعہ اشتہار ہذا عام اطلاع دی جاتی ہے کہ اگر کسی کو اعتراض ہو تو مورخہ 30-05-2024 کو بوقت 8:30 بجے صبح عدالت ہذا میں حاضر ہو کر اپنا اعتراض پیش کرے ورنہ کارروائی یکطرفہ عمل میں لائی جائے گی۔ آج مورخہ 29 مئی 2024 کو میرے دستخط اور مہر عدالت سے جاری کیا گیا۔ BEST-13 — [361, 294, 476, 403]
court-notice-text: بعدالت سینئر سول جج کراچی (شرقی) مقدمہ نمبر 2024 بنام عام لوگ۔ ہر گاہ کہ مدعی نے عدالت ہذا میں درخواست دائر کی ہے کہ مسمی مذکور کا انتقال ہو گیا ہے اور ان کے قانونی ورثاء کے حق میں سکسیشن سرٹیفکیٹ جاری کیا جائے۔ لہٰذا بذریعہ اشتہار ہذا عام اطلاع دی جاتی ہے کہ اگر کسی کو اعتراض ہو تو مورخہ 30-05-2024 کو بوقت 8:30 بجے صبح عدالت ہذا میں حاضر ہو کر اپنا اعتراض پیش کرے ورنہ کارروائی یکطرفہ عمل میں لائی جائے گی۔ آج مورخہ 29 مئی 2024 کو میرے دستخط اور مہر عدالت سے جاری کیا گیا۔ BEST-13 — [2, 410, 116, 519]
section-header: چیپٹر 6 اسپتال کی حالت — [721, 470, 836, 485]
headline: عالمی منڈی میں غیر یقینی صورتحال کے باعث معاشی دباؤ میں اضافہ — [481, 30, 596, 66]
masthead-english: THE DAILY UMMAT ,THURSDAY MAY 30 ,2024 — [6, 3, 317, 19]
section-header: چیپٹر 1 امریکی بحریہ — [841, 34, 958, 49]
court-notice-banner: کورٹ نوٹس — [363, 34, 474, 58]
news-column-5: عالمی منڈی میں غیر یقینی صورتحال کے باعث معاشی دباؤ میں اضافہ چیپٹر 16 افراط زر کراچی میں شہریوں کو درپیش مسائل کے حل کیلئے متعلقہ اداروں نے مشترکہ حکمت عملی اختیار کرنے کا فیصلہ کیا ہے۔ اجلاس میں فیصلہ کیا گیا کہ پانی، بجلی اور صفائی کے مسائل کو ترجیحی بنیادوں پر حل کیا جائے گا۔ حکام کا کہنا تھا کہ عوام کو ریلیف دینے کیلئے ہر ممکن اقدامات کیے جائیں گے اور ترقیاتی منصوبوں کو مقررہ وقت میں مکمل کیا جائے گا۔ شہری حلقوں نے ان اقدامات کا خیرمقدم کرتے ہوئے مطالبہ کیا کہ فیصلوں پر عملدرآمد کو یقینی بنایا جائے۔ 30.6 · 94.8 · 13.5 · 14.5 · 10.6 · 5.3 · 28.8 · 28.2 کراچی میں شہریوں کو درپیش مسائل کے حل کیلئے متعلقہ اداروں نے مشترکہ حکمت عملی اختیار کرنے کا فیصلہ کیا ہے۔ اجلاس میں فیصلہ کیا گیا کہ پانی، بجلی اور صفائی کے مسائل کو ترجیحی بنیادوں پر حل کیا جائے گا۔ حکام کا کہنا تھا کہ عوام کو ریلیف دینے کیلئے ہر ممکن اقدامات کیے جائیں گے اور ترقیاتی منصوبوں کو مقررہ وقت میں مکمل کیا جائے گا۔ شہری حلقوں نے ان اقدامات کا خیرمقدم کرتے ہوئے مطالبہ کیا کہ فیصلوں پر عملدرآمد کو یقینی بنایا جائے۔ چیپٹر 17 بجٹ تجاویز کراچی میں شہریوں کو درپیش مسائل کے حل کیلئے متعلقہ اداروں نے مشترکہ حکمت عملی اختیار کرنے کا فیصلہ کیا ہے۔ اجلاس میں فیصلہ کیا گیا کہ پانی، بجلی اور صفائی کے مسائل کو ترجیحی بنیادوں پر حل کیا جائے گا۔ حکام کا کہنا تھا کہ عوام کو ریلیف دینے کیلئے ہر ممکن اقدامات کیے جائیں گے اور ترقیاتی منصوبوں کو مقررہ وقت میں مکمل کیا جائے گا۔ شہری حلقوں نے ان اقدامات کا خیرمقدم کرتے ہوئے مطالبہ کیا کہ فیصلوں پر عملدرآمد کو یقینی بنایا جائے۔ کراچی میں شہریوں کو درپیش مسائل کے حل کیلئے متعلقہ اداروں نے مشترکہ حکمت عملی اختیار کرنے کا فیصلہ کیا ہے۔ اجلاس میں فیصلہ کیا گیا کہ پانی، بجلی اور صفائی کے مسائل کو ترجیحی بنیادوں پر حل کیا جائے گا۔ حکام کا کہنا تھا کہ عوام کو ریلیف دینے کیلئے ہر ممکن اقدامات کیے جائیں گے اور ترقیاتی منصوبوں کو مقررہ وقت میں مکمل کیا جائے گا۔ شہری حلقوں نے ان اقدامات کا خیرمقدم کرتے ہوئے مطالبہ کیا کہ فیصلوں پر عملدرآمد کو یقینی بنایا جائے۔ چیپٹر 18 سپریم کورٹ کراچی میں شہریوں کو درپیش مسائل کے حل کیلئے متعلقہ اداروں نے مشترکہ حکمت عملی اختیار کرنے کا فیصلہ کیا ہے۔ اجلاس میں فیصلہ کیا گیا کہ پانی، بجلی اور صفائی کے مسائل کو ترجیحی بنیادوں پر حل کیا جائے گا۔ حکام کا کہنا تھا کہ عوام کو ریلیف دینے کیلئے ہر ممکن اقدامات کیے جائیں گے اور ترقیاتی منصوبوں کو مقررہ وقت میں مکمل کیا جائے گا۔ شہری حلقوں نے ان اقدامات کا خیرمقدم کرتے ہوئے مطالبہ کیا کہ فیصلوں پر عملدرآمد کو یقینی بنایا جائے۔ چیپٹر 19 کرکٹ کراچی میں شہریوں کو درپیش مسائل کے حل کیلئے متعلقہ اداروں نے مشترکہ حکمت عملی اختیار کرنے کا فیصلہ کیا ہے۔ اجلاس میں فیصلہ کیا گیا کہ پانی، بجلی اور صفائی کے مسائل کو ترجیحی بنیادوں پر حل کیا جائے گا۔ حکام کا کہنا تھا کہ عوام کو ریلیف دینے کیلئے ہر ممکن اقدامات کیے جائیں گے اور ترقیاتی منصوبوں کو مقررہ وقت میں مکمل کیا جائے گا۔ شہری حلقوں نے ان اقدامات کا خیرمقدم کرتے ہوئے مطالبہ کیا کہ فیصلوں پر عملدرآمد کو یقینی بنایا جائے۔ کراچی میں شہریوں کو درپیش مسائل کے حل کیلئے متعلقہ اداروں نے مشترکہ حکمت عملی اختیار کرنے کا فیصلہ کیا ہے۔ اجلاس میں فیصلہ کیا گیا کہ پانی، بجلی اور صفائی کے مسائل کو ترجیحی بنیادوں پر حل کیا جائے گا۔ حکام کا کہنا تھا کہ عوام کو ریلیف دینے کیلئے ہر ممکن اقدامات کیے جائیں گے اور ترقیاتی منصوبوں کو مقررہ وقت میں مکمل کیا جائے گا۔ شہری حلقوں نے ان اقدامات کا خیرمقدم کرتے ہوئے مطالبہ کیا کہ فیصلوں پر عملدرآمد کو یقینی بنایا جائے۔ چیپٹر 20 تعلیم کراچی میں شہریوں کو درپیش مسائل کے حل کیلئے متعلقہ اداروں نے مشترکہ حکمت عملی اختیار کرنے کا فیصلہ کیا ہے۔ اجلاس میں فیصلہ کیا گیا کہ پانی، بجلی اور صفائی کے مسائل کو ترجیحی بنیادوں پر حل کیا جائے گا۔ حکام کا کہنا تھا کہ عوام کو ریلیف دینے کیلئے ہر ممکن اقدامات کیے جائیں گے اور ترقیاتی منصوبوں کو مقررہ وقت میں مکمل کیا جائے گا۔ شہری حلقوں نے ان اقدامات کا خیرمقدم کرتے ہوئے مطالبہ کیا کہ فیصلوں پر عملدرآمد کو یقینی بنایا جائے۔ کراچی میں شہریوں کو درپیش مسائل کے حل کیلئے متعلقہ اداروں نے مشترکہ حکمت عملی اختیار کرنے کا فیصلہ کیا ہے۔ اجلاس میں فیصلہ کیا گیا کہ پانی، بجلی اور صفائی کے مسائل کو ترجیحی بنیادوں پر حل کیا جائے گا۔ حکام کا کہنا تھا کہ عوام کو ریلیف دینے کیلئے ہر ممکن اقدامات کیے جائیں گے اور ترقیاتی منصوبوں کو مقررہ وقت میں مکمل کیا جائے گا۔ شہری حلقوں نے ان اقدامات کا خیرمقدم کرتے ہوئے مطالبہ کیا کہ فیصلوں پر عملدرآمد کو یقینی بنایا جائے۔ چیپٹر 21 تیل کی قیمت کراچی میں شہریوں کو درپیش مسائل کے حل کیلئے متعلقہ اداروں نے مشترکہ حکمت عملی اختیار کرنے کا فیصلہ کیا ہے۔ اجلاس میں فیصلہ کیا گیا کہ پانی، بجلی اور صفائی کے مسائل کو ترجیحی بنیادوں پر حل کیا جائے گا۔ حکام کا کہنا تھا کہ عوام کو ریلیف دینے کیلئے ہر ممکن اقدامات کیے جائیں گے اور ترقیاتی منصوبوں کو مقررہ وقت میں مکمل کیا جائے گا۔ شہری حلقوں نے ان اقدامات کا خیرمقدم کرتے ہوئے مطالبہ کیا کہ فیصلوں پر عملدرآمد کو یقینی بنایا جائے۔ کراچی میں شہریوں کو درپیش مسائل کے حل کیلئے متعلقہ اداروں نے مشترکہ حکمت عملی اختیار کرنے کا فیصلہ کیا ہے۔ اجلاس میں فیصلہ کیا گیا کہ پانی، بجلی اور صفائی کے مسائل کو ترجیحی بنیادوں پر حل کیا جائے گا۔ حکام کا کہنا تھا کہ عوام کو ریلیف دینے کیلئے ہر ممکن اقدامات کیے جائیں گے اور ترقیاتی منصوبوں کو مقررہ وقت میں مکمل کیا جائے گا۔ شہری حلقوں نے ان اقدامات کا خیرمقدم کرتے ہوئے مطالبہ کیا کہ فیصلوں پر عملدرآمد کو یقینی بنایا جائے۔ کراچی میں شہریوں کو درپیش مسائل کے حل کیلئے متعلقہ اداروں نے مشترکہ حکمت عملی اختیار کرنے کا فیصلہ کیا ہے۔ اجلاس میں فیصلہ کیا گیا کہ پانی، بجلی اور صفائی کے مسائل کو ترجیحی بنیادوں پر حل کیا جائے گا۔ حکام کا کہنا تھا کہ عوام کو ریلیف دینے کیلئے ہر ممکن اقدامات کیے جائیں گے اور ترقیاتی منصوبوں کو مقررہ وقت میں مکمل کیا جائے گا۔ شہری حلقوں نے ان اقدامات کا خیرمقدم کرتے ہوئے مطالبہ کیا کہ فیصلوں پر عملدرآمد کو یقینی بنایا جائے۔ — [481, 31, 596, 1324]
section-header: چیپٹر 13 ترقیاتی منصوبے — [601, 506, 716, 521]
column-divider — [718, 30, 719, 1771]
court-notice-text: بعدالت سینئر سول جج کراچی (شرقی) مقدمہ نمبر 2024 بنام عام لوگ۔ ہر گاہ کہ مدعی نے عدالت ہذا میں درخواست دائر کی ہے کہ مسمی مذکور کا انتقال ہو گیا ہے اور ان کے قانونی ورثاء کے حق میں سکسیشن سرٹیفکیٹ جاری کیا جائے۔ لہٰذا بذریعہ اشتہار ہذا عام اطلاع دی جاتی ہے کہ اگر کسی کو اعتراض ہو تو مورخہ 30-05-2024 کو بوقت 8:30 بجے صبح عدالت ہذا میں حاضر ہو کر اپنا اعتراض پیش کرے ورنہ کارروائی یکطرفہ عمل میں لائی جائے گی۔ آج مورخہ 29 مئی 2024 کو میرے دستخط اور مہر عدالت سے جاری کیا گیا۔ BEST-13 — [2, 875, 116, 984]
news-column-7: چیپٹر 3 وکلاء کی ہڑتال کراچی میں شہریوں کو درپیش مسائل کے حل کیلئے متعلقہ اداروں نے مشترکہ حکمت عملی اختیار کرنے کا فیصلہ کیا ہے۔ اجلاس میں فیصلہ کیا گیا کہ پانی، بجلی اور صفائی کے مسائل کو ترجیحی بنیادوں پر حل کیا جائے گا۔ حکام کا کہنا تھا کہ عوام کو ریلیف دینے کیلئے ہر ممکن اقدامات کیے جائیں گے اور ترقیاتی منصوبوں کو مقررہ وقت میں مکمل کیا جائے گا۔ شہری حلقوں نے ان اقدامات کا خیرمقدم کرتے ہوئے مطالبہ کیا کہ فیصلوں پر عملدرآمد کو یقینی بنایا جائے۔ چیپٹر 4 پولیس سرگرمی کراچی میں شہریوں کو درپیش مسائل کے حل کیلئے متعلقہ اداروں نے مشترکہ حکمت عملی اختیار کرنے کا فیصلہ کیا ہے۔ اجلاس میں فیصلہ کیا گیا کہ پانی، بجلی اور صفائی کے مسائل کو ترجیحی بنیادوں پر حل کیا جائے گا۔ حکام کا کہنا تھا کہ عوام کو ریلیف دینے کیلئے ہر ممکن اقدامات کیے جائیں گے اور ترقیاتی منصوبوں کو مقررہ وقت میں مکمل کیا جائے گا۔ شہری حلقوں نے ان اقدامات کا خیرمقدم کرتے ہوئے مطالبہ کیا کہ فیصلوں پر عملدرآمد کو یقینی بنایا جائے۔ کراچی میں شہریوں کو درپیش مسائل کے حل کیلئے متعلقہ اداروں نے مشترکہ حکمت عملی اختیار کرنے کا فیصلہ کیا ہے۔ اجلاس میں فیصلہ کیا گیا کہ پانی، بجلی اور صفائی کے مسائل کو ترجیحی بنیادوں پر حل کیا جائے گا۔ حکام کا کہنا تھا کہ عوام کو ریلیف دینے کیلئے ہر ممکن اقدامات کیے جائیں گے اور ترقیاتی منصوبوں کو مقررہ وقت میں مکمل کیا جائے گا۔ شہری حلقوں نے ان اقدامات کا خیرمقدم کرتے ہوئے مطالبہ کیا کہ فیصلوں پر عملدرآمد کو یقینی بنایا جائے۔ چیپٹر 5 کراچی کی خبریں کراچی میں شہریوں کو درپیش مسائل کے حل کیلئے متعلقہ اداروں نے مشترکہ حکمت عملی اختیار کرنے کا فیصلہ کیا ہے۔ اجلاس میں فیصلہ کیا گیا کہ پانی، بجلی اور صفائی کے مسائل کو ترجیحی بنیادوں پر حل کیا جائے گا۔ حکام کا کہنا تھا کہ عوام کو ریلیف دینے کیلئے ہر ممکن اقدامات کیے جائیں گے اور ترقیاتی منصوبوں کو مقررہ وقت میں مکمل کیا جائے گا۔ شہری حلقوں نے ان اقدامات کا خیرمقدم کرتے ہوئے مطالبہ کیا کہ فیصلوں پر عملدرآمد کو یقینی بنایا جائے۔ چیپٹر 6 اسپتال کی حالت کراچی میں شہریوں کو درپیش مسائل کے حل کیلئے متعلقہ اداروں نے مشترکہ حکمت عملی اختیار کرنے کا فیصلہ کیا ہے۔ اجلاس میں فیصلہ کیا گیا کہ پانی، بجلی اور صفائی کے مسائل کو ترجیحی بنیادوں پر حل کیا جائے گا۔ حکام کا کہنا تھا کہ عوام کو ریلیف دینے کیلئے ہر ممکن اقدامات کیے جائیں گے اور ترقیاتی منصوبوں کو مقررہ وقت میں مکمل کیا جائے گا۔ شہری حلقوں نے ان اقدامات کا خیرمقدم کرتے ہوئے مطالبہ کیا کہ فیصلوں پر عملدرآمد کو یقینی بنایا جائے۔ چیپٹر 7 شہری مسائل کراچی میں شہریوں کو درپیش مسائل کے حل کیلئے متعلقہ اداروں نے مشترکہ حکمت عملی اختیار کرنے کا فیصلہ کیا ہے۔ اجلاس میں فیصلہ کیا گیا کہ پانی، بجلی اور صفائی کے مسائل کو ترجیحی بنیادوں پر حل کیا جائے گا۔ حکام کا کہنا تھا کہ عوام کو ریلیف دینے کیلئے ہر ممکن اقدامات کیے جائیں گے اور ترقیاتی منصوبوں کو مقررہ وقت میں مکمل کیا جائے گا۔ شہری حلقوں نے ان اقدامات کا خیرمقدم کرتے ہوئے مطالبہ کیا کہ فیصلوں پر عملدرآمد کو یقینی بنایا جائے۔ چیپٹر 8 عدالت کراچی میں شہریوں کو درپیش مسائل کے حل کیلئے متعلقہ اداروں نے مشترکہ حکمت عملی اختیار کرنے کا فیصلہ کیا ہے۔ اجلاس میں فیصلہ کیا گیا کہ پانی، بجلی اور صفائی کے مسائل کو ترجیحی بنیادوں پر حل کیا جائے گا۔ حکام کا کہنا تھا کہ عوام کو ریلیف دینے کیلئے ہر ممکن اقدامات کیے جائیں گے اور ترقیاتی منصوبوں کو مقررہ وقت میں مکمل کیا جائے گا۔ شہری حلقوں نے ان اقدامات کا خیرمقدم کرتے ہوئے مطالبہ کیا کہ فیصلوں پر عملدرآمد کو یقینی بنایا جائے۔ کراچی میں شہریوں کو درپیش مسائل کے حل کیلئے متعلقہ اداروں نے مشترکہ حکمت عملی اختیار کرنے کا فیصلہ کیا ہے۔ اجلاس میں فیصلہ کیا گیا کہ پانی، بجلی اور صفائی کے مسائل کو ترجیحی بنیادوں پر حل کیا جائے گا۔ حکام کا کہنا تھا کہ عوام کو ریلیف دینے کیلئے ہر ممکن اقدامات کیے جائیں گے اور ترقیاتی منصوبوں کو مقررہ وقت میں مکمل کیا جائے گا۔ شہری حلقوں نے ان اقدامات کا خیرمقدم کرتے ہوئے مطالبہ کیا کہ فیصلوں پر عملدرآمد کو یقینی بنایا جائے۔ کراچی میں شہریوں کو درپیش مسائل کے حل کیلئے متعلقہ اداروں نے مشترکہ حکمت عملی اختیار کرنے کا فیصلہ کیا ہے۔ اجلاس میں فیصلہ کیا گیا کہ پانی، بجلی اور صفائی کے مسائل کو ترجیحی بنیادوں پر حل کیا جائے گا۔ حکام کا کہنا تھا کہ عوام کو ریلیف دینے کیلئے ہر ممکن اقدامات کیے جائیں گے اور ترقیاتی منصوبوں کو مقررہ وقت میں مکمل کیا جائے گا۔ شہری حلقوں نے ان اقدامات کا خیرمقدم کرتے ہوئے مطالبہ کیا کہ فیصلوں پر عملدرآمد کو یقینی بنایا جائے۔ چیپٹر 9 اہم معاملات کراچی میں شہریوں کو درپیش مسائل کے حل کیلئے متعلقہ اداروں نے مشترکہ حکمت عملی اختیار کرنے کا فیصلہ کیا ہے۔ اجلاس میں فیصلہ کیا گیا کہ پانی، بجلی اور صفائی کے مسائل کو ترجیحی بنیادوں پر حل کیا جائے گا۔ حکام کا کہنا تھا کہ عوام کو ریلیف دینے کیلئے ہر ممکن اقدامات کیے جائیں گے اور ترقیاتی منصوبوں کو مقررہ وقت میں مکمل کیا جائے گا۔ شہری حلقوں نے ان اقدامات کا خیرمقدم کرتے ہوئے مطالبہ کیا کہ فیصلوں پر عملدرآمد کو یقینی بنایا جائے۔ کراچی میں شہریوں کو درپیش مسائل کے حل کیلئے متعلقہ اداروں نے مشترکہ حکمت عملی اختیار کرنے کا فیصلہ کیا ہے۔ اجلاس میں فیصلہ کیا گیا کہ پانی، بجلی اور صفائی کے مسائل کو ترجیحی بنیادوں پر حل کیا جائے گا۔ حکام کا کہنا تھا کہ عوام کو ریلیف دینے کیلئے ہر ممکن اقدامات کیے جائیں گے اور ترقیاتی منصوبوں کو مقررہ وقت میں مکمل کیا جائے گا۔ شہری حلقوں نے ان اقدامات کا خیرمقدم کرتے ہوئے مطالبہ کیا کہ فیصلوں پر عملدرآمد کو یقینی بنایا جائے۔ — [721, 30, 836, 1768]
section-header: چیپٹر 24 متفرق — [2, 1294, 116, 1309]
column-divider — [478, 30, 479, 1771]
court-notice-text: بعدالت سینئر سول جج کراچی (شرقی) مقدمہ نمبر 2024 بنام عام لوگ۔ ہر گاہ کہ مدعی نے عدالت ہذا میں درخواست دائر کی ہے کہ مسمی مذکور کا انتقال ہو گیا ہے اور ان کے قانونی ورثاء کے حق میں سکسیشن سرٹیفکیٹ جاری کیا جائے۔ لہٰذا بذریعہ اشتہار ہذا عام اطلاع دی جاتی ہے کہ اگر کسی کو اعتراض ہو تو مورخہ 30-05-2024 کو بوقت 8:30 بجے صبح عدالت ہذا میں حاضر ہو کر اپنا اعتراض پیش کرے ورنہ کارروائی یکطرفہ عمل میں لائی جائے گی۔ آج مورخہ 29 مئی 2024 کو میرے دستخط اور مہر عدالت سے جاری کیا گیا۔ BEST-13 — [241, 178, 356, 286]
court-notice-text: بعدالت سینئر سول جج کراچی (شرقی) مقدمہ نمبر 2024 بنام عام لوگ۔ ہر گاہ کہ مدعی نے عدالت ہذا میں درخواست دائر کی ہے کہ مسمی مذکور کا انتقال ہو گیا ہے اور ان کے قانونی ورثاء کے حق میں سکسیشن سرٹیفکیٹ جاری کیا جائے۔ لہٰذا بذریعہ اشتہار ہذا عام اطلاع دی جاتی ہے کہ اگر کسی کو اعتراض ہو تو مورخہ 30-05-2024 کو بوقت 8:30 بجے صبح عدالت ہذا میں حاضر ہو کر اپنا اعتراض پیش کرے ورنہ کارروائی یکطرفہ عمل میں لائی جائے گی۔ آج مورخہ 29 مئی 2024 کو میرے دستخط اور مہر عدالت سے جاری کیا گیا۔ BEST-13 — [361, 759, 476, 868]
section-header: چیپٹر 3 وکلاء کی ہڑتال — [721, 34, 836, 49]
court-notice-text: بعدالت سینئر سول جج کراچی (شرقی) مقدمہ نمبر 2024 بنام عام لوگ۔ ہر گاہ کہ مدعی نے عدالت ہذا میں درخواست دائر کی ہے کہ مسمی مذکور کا انتقال ہو گیا ہے اور ان کے قانونی ورثاء کے حق میں سکسیشن سرٹیفکیٹ جاری کیا جائے۔ لہٰذا بذریعہ اشتہار ہذا عام اطلاع دی جاتی ہے کہ اگر کسی کو اعتراض ہو تو مورخہ 30-05-2024 کو بوقت 8:30 بجے صبح عدالت ہذا میں حاضر ہو کر اپنا اعتراض پیش کرے ورنہ کارروائی یکطرفہ عمل میں لائی جائے گی۔ آج مورخہ 29 مئی 2024 کو میرے دستخط اور مہر عدالت سے جاری کیا گیا۔ BEST-13 — [241, 875, 356, 984]
section-header: چیپٹر 7 شہری مسائل — [721, 584, 836, 599]
court-notice-text: بعدالت سینئر سول جج کراچی (شرقی) مقدمہ نمبر 2024 بنام عام لوگ۔ ہر گاہ کہ مدعی نے عدالت ہذا میں درخواست دائر کی ہے کہ مسمی مذکور کا انتقال ہو گیا ہے اور ان کے قانونی ورثاء کے حق میں سکسیشن سرٹیفکیٹ جاری کیا جائے۔ لہٰذا بذریعہ اشتہار ہذا عام اطلاع دی جاتی ہے کہ اگر کسی کو اعتراض ہو تو مورخہ 30-05-2024 کو بوقت 8:30 بجے صبح عدالت ہذا میں حاضر ہو کر اپنا اعتراض پیش کرے ورنہ کارروائی یکطرفہ عمل میں لائی جائے گی۔ آج مورخہ 29 مئی 2024 کو میرے دستخط اور مہر عدالت سے جاری کیا گیا۔ BEST-13 — [121, 875, 236, 984]
column-divider — [238, 30, 239, 1286]
court-notice-text: بعدالت سینئر سول جج کراچی (شرقی) مقدمہ نمبر 2024 بنام عام لوگ۔ ہر گاہ کہ مدعی نے عدالت ہذا میں درخواست دائر کی ہے کہ مسمی مذکور کا انتقال ہو گیا ہے اور ان کے قانونی ورثاء کے حق میں سکسیشن سرٹیفکیٹ جاری کیا جائے۔ لہٰذا بذریعہ اشتہار ہذا عام اطلاع دی جاتی ہے کہ اگر کسی کو اعتراض ہو تو مورخہ 30-05-2024 کو بوقت 8:30 بجے صبح عدالت ہذا میں حاضر ہو کر اپنا اعتراض پیش کرے ورنہ کارروائی یکطرفہ عمل میں لائی جائے گی۔ آج مورخہ 29 مئی 2024 کو میرے دستخط اور مہر عدالت سے جاری کیا گیا۔ BEST-13 — [121, 759, 236, 868]
section-header: چیپٹر 11 بجلی کی فراہمی — [601, 184, 716, 199]
bottom-section-2: کراچی میں شہریوں کو درپیش مسائل کے حل کیلئے متعلقہ اداروں نے مشترکہ حکمت عملی اختیار کرنے کا فیصلہ کیا ہے۔ اجلاس میں فیصلہ کیا گیا کہ پانی، بجلی اور صفائی کے مسائل کو ترجیحی بنیادوں پر حل کیا جائے گا۔ حکام کا کہنا تھا کہ عوام کو ریلیف دینے کیلئے ہر ممکن اقدامات کیے جائیں گے اور ترقیاتی منصوبوں کو مقررہ وقت میں مکمل کیا جائے گا۔ شہری حلقوں نے ان اقدامات کا خیرمقدم کرتے ہوئے مطالبہ کیا کہ فیصلوں پر عملدرآمد کو یقینی بنایا جائے۔ کراچی میں شہریوں کو درپیش مسائل کے حل کیلئے متعلقہ اداروں نے مشترکہ حکمت عملی اختیار کرنے کا فیصلہ کیا ہے۔ اجلاس میں فیصلہ کیا گیا کہ پانی، بجلی اور صفائی کے مسائل کو ترجیحی بنیادوں پر حل کیا جائے گا۔ حکام کا کہنا تھا کہ عوام کو ریلیف دینے کیلئے ہر ممکن اقدامات کیے جائیں گے اور ترقیاتی منصوبوں کو مقررہ وقت میں مکمل کیا جائے گا۔ شہری حلقوں نے ان اقدامات کا خیرمقدم کرتے ہوئے مطالبہ کیا کہ فیصلوں پر عملدرآمد کو یقینی بنایا جائے۔ کراچی میں شہریوں کو درپیش مسائل کے حل کیلئے متعلقہ اداروں نے مشترکہ حکمت عملی اختیار کرنے کا فیصلہ کیا ہے۔ اجلاس میں فیصلہ کیا گیا کہ پانی، بجلی اور صفائی کے مسائل کو ترجیحی بنیادوں پر حل کیا جائے گا۔ حکام کا کہنا تھا کہ عوام کو ریلیف دینے کیلئے ہر ممکن اقدامات کیے جائیں گے اور ترقیاتی منصوبوں کو مقررہ وقت میں مکمل کیا جائے گا۔ شہری حلقوں نے ان اقدامات کا خیرمقدم کرتے ہوئے مطالبہ کیا کہ فیصلوں پر عملدرآمد کو یقینی بنایا جائے۔ کراچی میں شہریوں کو درپیش مسائل کے حل کیلئے متعلقہ اداروں نے مشترکہ حکمت عملی اختیار کرنے کا فیصلہ کیا ہے۔ اجلاس میں فیصلہ کیا گیا کہ پانی، بجلی اور صفائی کے مسائل کو ترجیحی بنیادوں پر حل کیا جائے گا۔ حکام کا کہنا تھا کہ عوام کو ریلیف دینے کیلئے ہر ممکن اقدامات کیے جائیں گے اور ترقیاتی منصوبوں کو مقررہ وقت میں مکمل کیا جائے گا۔ شہری حلقوں نے ان اقدامات کا خیرمقدم کرتے ہوئے مطالبہ کیا کہ فیصلوں پر عملدرآمد کو یقینی بنایا جائے۔ — [121, 1290, 236, 1659]
court-notice-text: بعدالت سینئر سول جج کراچی (شرقی) مقدمہ نمبر 2024 بنام عام لوگ۔ ہر گاہ کہ مدعی نے عدالت ہذا میں درخواست دائر کی ہے کہ مسمی مذکور کا انتقال ہو گیا ہے اور ان کے قانونی ورثاء کے حق میں سکسیشن سرٹیفکیٹ جاری کیا جائے۔ لہٰذا بذریعہ اشتہار ہذا عام اطلاع دی جاتی ہے کہ اگر کسی کو اعتراض ہو تو مورخہ 30-05-2024 کو بوقت 8:30 بجے صبح عدالت ہذا میں حاضر ہو کر اپنا اعتراض پیش کرے ورنہ کارروائی یکطرفہ عمل میں لائی جائے گی۔ آج مورخہ 29 مئی 2024 کو میرے دستخط اور مہر عدالت سے جاری کیا گیا۔ BEST-13 — [121, 294, 236, 403]
section-header: چیپٹر 25 شہری خبریں — [2, 1501, 116, 1516]
gavel-icon — [255, 155, 277, 169]
court-notice-text: بعدالت سینئر سول جج کراچی (شرقی) مقدمہ نمبر 2024 بنام عام لوگ۔ ہر گاہ کہ مدعی نے عدالت ہذا میں درخواست دائر کی ہے کہ مسمی مذکور کا انتقال ہو گیا ہے اور ان کے قانونی ورثاء کے حق میں سکسیشن سرٹیفکیٹ جاری کیا جائے۔ لہٰذا بذریعہ اشتہار ہذا عام اطلاع دی جاتی ہے کہ اگر کسی کو اعتراض ہو تو مورخہ 30-05-2024 کو بوقت 8:30 بجے صبح عدالت ہذا میں حاضر ہو کر اپنا اعتراض پیش کرے ورنہ کارروائی یکطرفہ عمل میں لائی جائے گی۔ آج مورخہ 29 مئی 2024 کو میرے دستخط اور مہر عدالت سے جاری کیا گیا۔ BEST-13 — [2, 178, 116, 287]
gavel-icon — [375, 39, 397, 53]
masthead-urdu: روزنامہ امت ، ۳۰ مئی ۲۰۲۴ء ⑤ — [792, 4, 954, 18]
headline: پاکستان کو ماحولیاتی تبدیلیوں سے نمٹنے کیلئے فوری اقدامات کی ضرورت ہے — [601, 30, 716, 66]
court-notice-text: بعدالت سینئر سول جج کراچی (شرقی) مقدمہ نمبر 2024 بنام عام لوگ۔ ہر گاہ کہ مدعی نے عدالت ہذا میں درخواست دائر کی ہے کہ مسمی مذکور کا انتقال ہو گیا ہے اور ان کے قانونی ورثاء کے حق میں سکسیشن سرٹیفکیٹ جاری کیا جائے۔ لہٰذا بذریعہ اشتہار ہذا عام اطلاع دی جاتی ہے کہ اگر کسی کو اعتراض ہو تو مورخہ 30-05-2024 کو بوقت 8:30 بجے صبح عدالت ہذا میں حاضر ہو کر اپنا اعتراض پیش کرے ورنہ کارروائی یکطرفہ عمل میں لائی جائے گی۔ آج مورخہ 29 مئی 2024 کو میرے دستخط اور مہر عدالت سے جاری کیا گیا۔ BEST-13 — [361, 643, 476, 752]
section-header: چیپٹر 14 افغان مہاجرین — [601, 713, 716, 728]
court-notice-text: بعدالت سینئر سول جج کراچی (شرقی) مقدمہ نمبر 2024 بنام عام لوگ۔ ہر گاہ کہ مدعی نے عدالت ہذا میں درخواست دائر کی ہے کہ مسمی مذکور کا انتقال ہو گیا ہے اور ان کے قانونی ورثاء کے حق میں سکسیشن سرٹیفکیٹ جاری کیا جائے۔ لہٰذا بذریعہ اشتہار ہذا عام اطلاع دی جاتی ہے کہ اگر کسی کو اعتراض ہو تو مورخہ 30-05-2024 کو بوقت 8:30 بجے صبح عدالت ہذا میں حاضر ہو کر اپنا اعتراض پیش کرے ورنہ کارروائی یکطرفہ عمل میں لائی جائے گی۔ آج مورخہ 29 مئی 2024 کو میرے دستخط اور مہر عدالت سے جاری کیا گیا۔ BEST-13 — [121, 410, 236, 519]
court-notice-text: بعدالت سینئر سول جج کراچی (شرقی) مقدمہ نمبر 2024 بنام عام لوگ۔ ہر گاہ کہ مدعی نے عدالت ہذا میں درخواست دائر کی ہے کہ مسمی مذکور کا انتقال ہو گیا ہے اور ان کے قانونی ورثاء کے حق میں سکسیشن سرٹیفکیٹ جاری کیا جائے۔ لہٰذا بذریعہ اشتہار ہذا عام اطلاع دی جاتی ہے کہ اگر کسی کو اعتراض ہو تو مورخہ 30-05-2024 کو بوقت 8:30 بجے صبح عدالت ہذا میں حاضر ہو کر اپنا اعتراض پیش کرے ورنہ کارروائی یکطرفہ عمل میں لائی جائے گی۔ آج مورخہ 29 مئی 2024 کو میرے دستخط اور مہر عدالت سے جاری کیا گیا۔ BEST-13 — [361, 62, 476, 170]
gavel-icon — [15, 39, 37, 53]
column-divider — [598, 30, 599, 1771]
court-notice-text: بعدالت سینئر سول جج کراچی (شرقی) مقدمہ نمبر 2024 بنام عام لوگ۔ ہر گاہ کہ مدعی نے عدالت ہذا میں درخواست دائر کی ہے کہ مسمی مذکور کا انتقال ہو گیا ہے اور ان کے قانونی ورثاء کے حق میں سکسیشن سرٹیفکیٹ جاری کیا جائے۔ لہٰذا بذریعہ اشتہار ہذا عام اطلاع دی جاتی ہے کہ اگر کسی کو اعتراض ہو تو مورخہ 30-05-2024 کو بوقت 8:30 بجے صبح عدالت ہذا میں حاضر ہو کر اپنا اعتراض پیش کرے ورنہ کارروائی یکطرفہ عمل میں لائی جائے گی۔ آج مورخہ 29 مئی 2024 کو میرے دستخط اور مہر عدالت سے جاری کیا گیا۔ BEST-13 — [2, 62, 116, 170]
section-header: چیپٹر 5 کراچی کی خبریں — [721, 355, 836, 370]
court-notice-text: بعدالت سینئر سول جج کراچی (شرقی) مقدمہ نمبر 2024 بنام عام لوگ۔ ہر گاہ کہ مدعی نے عدالت ہذا میں درخواست دائر کی ہے کہ مسمی مذکور کا انتقال ہو گیا ہے اور ان کے قانونی ورثاء کے حق میں سکسیشن سرٹیفکیٹ جاری کیا جائے۔ لہٰذا بذریعہ اشتہار ہذا عام اطلاع دی جاتی ہے کہ اگر کسی کو اعتراض ہو تو مورخہ 30-05-2024 کو بوقت 8:30 بجے صبح عدالت ہذا میں حاضر ہو کر اپنا اعتراض پیش کرے ورنہ کارروائی یکطرفہ عمل میں لائی جائے گی۔ آج مورخہ 29 مئی 2024 کو میرے دستخط اور مہر عدالت سے جاری کیا گیا۔ BEST-13 — [241, 526, 356, 635]
masthead-rule — [0, 22, 960, 24]
